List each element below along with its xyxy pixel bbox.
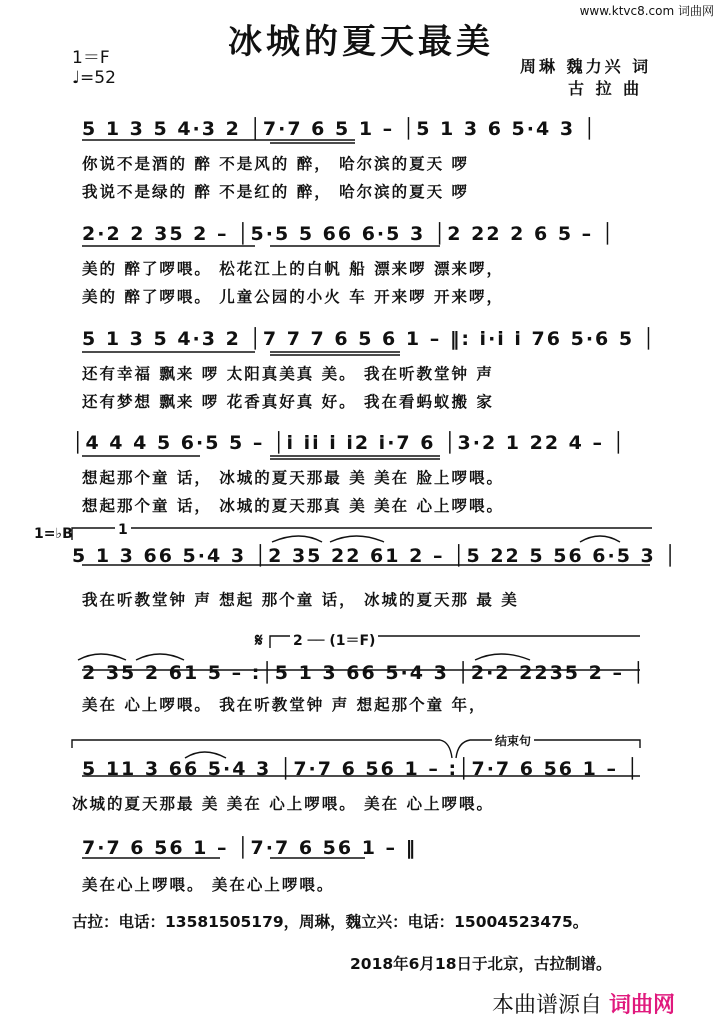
- staff-7-lyrics: 冰城的夏天那最 美 美在 心上啰喂。 美在 心上啰喂。: [72, 795, 494, 813]
- watermark-site[interactable]: 词曲网: [609, 993, 676, 1018]
- staff-2-lyrics-verse-1: 美的 醉了啰喂。 松花江上的白帆 船 漂来啰 漂来啰，: [82, 260, 504, 278]
- staff-7-notes: 5 11 3 66 5·4 3 │7·7 6 56 1 – :│7·7 6 56 1 – │: [82, 758, 641, 780]
- staff-6-notes: 2 35 2 61 5 – :│5 1 3 66 5·4 3 │2·2 2235 2 – │: [82, 662, 647, 684]
- staff-4-lyrics-verse-1: 想起那个童 话， 冰城的夏天那最 美 美在 脸上啰喂。: [82, 469, 504, 487]
- watermark: [492, 988, 675, 1019]
- tempo-marking: ♩=52: [72, 68, 116, 88]
- staff-6-lyrics: 美在 心上啰喂。 我在听教堂钟 声 想起那个童 年，: [82, 696, 487, 714]
- staff-4-notes: │4 4 4 5 6·5 5 – │i ii i i2 i·7 6 │3·2 1 22 4 – │: [72, 432, 627, 454]
- date-note: 2018年6月18日于北京，古拉制谱。: [350, 955, 612, 973]
- contact-info: 古拉：电话：13581505179，周琳，魏立兴：电话：15004523475。: [72, 913, 589, 931]
- segno-sign: 𝄋: [255, 630, 263, 651]
- staff-3-notes: 5 1 3 5 4·3 2 │7 7 7 6 5 6 1 – ‖: i·i i 76 5·6 5 │: [82, 328, 657, 350]
- staff-4-lyrics-verse-2: 想起那个童 话， 冰城的夏天那真 美 美在 心上啰喂。: [82, 497, 504, 515]
- staff-1-lyrics-verse-1: 你说不是酒的 醉 不是风的 醉， 哈尔滨的夏天 啰: [82, 155, 469, 173]
- staff-3-lyrics-verse-2: 还有梦想 飘来 啰 花香真好真 好。 我在看蚂蚁搬 家: [82, 393, 494, 411]
- staff-8-lyrics: 美在心上啰喂。 美在心上啰喂。: [82, 876, 335, 894]
- staff-2-lyrics-verse-2: 美的 醉了啰喂。 儿童公园的小火 车 开来啰 开来啰，: [82, 288, 504, 306]
- staff-2-notes: 2·2 2 35 2 – │5·5 5 66 6·5 3 │2 22 2 6 5 – │: [82, 223, 616, 245]
- key-change: 1=♭B: [34, 526, 73, 542]
- coda-label: 结束句: [492, 732, 534, 749]
- staff-8-notes: 7·7 6 56 1 – │7·7 6 56 1 – ‖: [82, 837, 418, 859]
- staff-5-notes: 5 1 3 66 5·4 3 │2 35 22 61 2 – │5 22 5 56 6·5 3 │: [72, 545, 678, 567]
- site-url: www.ktvc8.com 词曲网: [579, 4, 714, 18]
- staff-3-lyrics-verse-1: 还有幸福 飘来 啰 太阳真美真 美。 我在听教堂钟 声: [82, 365, 494, 383]
- volta-2: 2 ── (1＝F): [290, 630, 378, 650]
- volta-1: 1: [115, 522, 131, 538]
- staff-1-lyrics-verse-2: 我说不是绿的 醉 不是红的 醉， 哈尔滨的夏天 啰: [82, 183, 469, 201]
- key-signature: 1＝F: [72, 48, 110, 68]
- lyricists-credit: 周琳 魏力兴 词: [520, 57, 652, 76]
- staff-5-lyrics: 我在听教堂钟 声 想起 那个童 话， 冰城的夏天那 最 美: [82, 591, 519, 609]
- composer-credit: 古 拉 曲: [568, 79, 643, 98]
- watermark-source: 本曲谱源自: [492, 993, 603, 1018]
- staff-1-notes: 5 1 3 5 4·3 2 │7·7 6 5 1 – │5 1 3 6 5·4 3 │: [82, 118, 598, 140]
- page-title: 冰城的夏天最美: [228, 22, 494, 62]
